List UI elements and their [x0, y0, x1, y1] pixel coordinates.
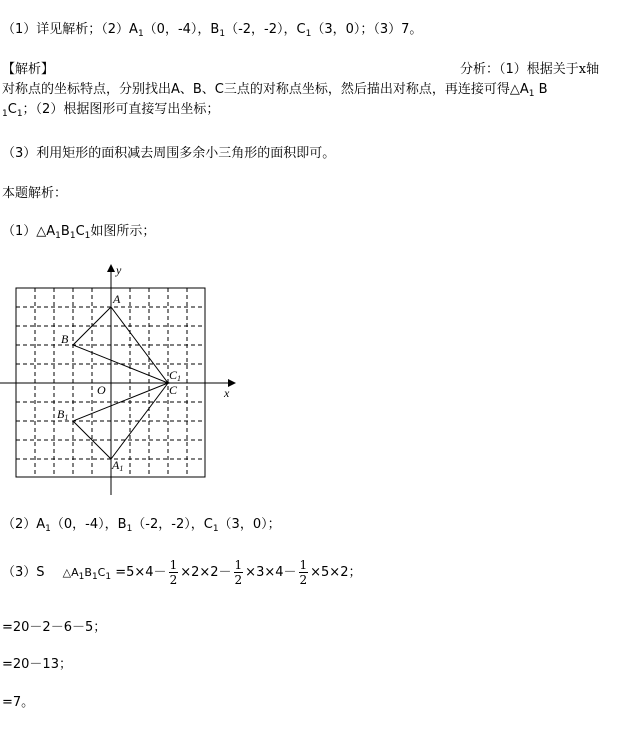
- point-b-label: B: [61, 332, 69, 346]
- step3-prefix: （3）S: [2, 565, 45, 580]
- y-axis-arrow: [107, 264, 115, 272]
- solution-step-4: =20－2－6－5；: [2, 620, 107, 635]
- triangle-subscript: $\triangle A_1B_1C_1$: [62, 566, 112, 582]
- answer-text: （1）详见解析；$(2)A_1(0$，-4），$B_1(-2$，-2），$C_1(3$，0）；（3）7。: [2, 22, 423, 39]
- solution-heading: 本题解析：: [2, 186, 68, 201]
- solution-step-1: $(1)\triangle A_1B_1C_1$如图所示；: [2, 224, 156, 241]
- jiexi-heading: 【解析】: [2, 62, 55, 77]
- analysis-line-3: （3）利用矩形的面积减去周围多余小三角形的面积即可。: [2, 146, 336, 161]
- x-label: x: [224, 386, 230, 400]
- fenxi-text: 分析：（1）根据关于x轴: [460, 62, 600, 77]
- solution-step-3: [2, 558, 361, 592]
- analysis-line-1: 对称点的坐标特点，分别找出A、B、C三点的对称点坐标，然后描出对称点，再连接可得$\triangle A_1$ B: [2, 82, 548, 99]
- solution-step-5: =20－13；: [2, 657, 72, 672]
- analysis-line-2: $_1C_1$；（2）根据图形可直接写出坐标；: [2, 102, 220, 119]
- point-b1-label: B1: [57, 407, 69, 422]
- solution-step-2: $(2)A_1(0$，-4），$B_1(-2$，-2），$C_1(3$，0）；: [2, 517, 281, 534]
- y-label: y: [116, 263, 122, 277]
- point-a1-label: A1: [112, 458, 124, 473]
- origin-label: O: [97, 383, 106, 397]
- step3-expr: =5×4－ $\frac{1}{2}$ ×2×2－ $\frac{1}{2}$ ×3×4－ $\frac{1}{2}$ ×5×2；: [115, 558, 362, 587]
- solution-step-6: =7。: [2, 695, 35, 710]
- point-c-label: C: [169, 383, 178, 397]
- point-c1-label: C1: [169, 368, 182, 383]
- point-a-label: A: [113, 292, 121, 306]
